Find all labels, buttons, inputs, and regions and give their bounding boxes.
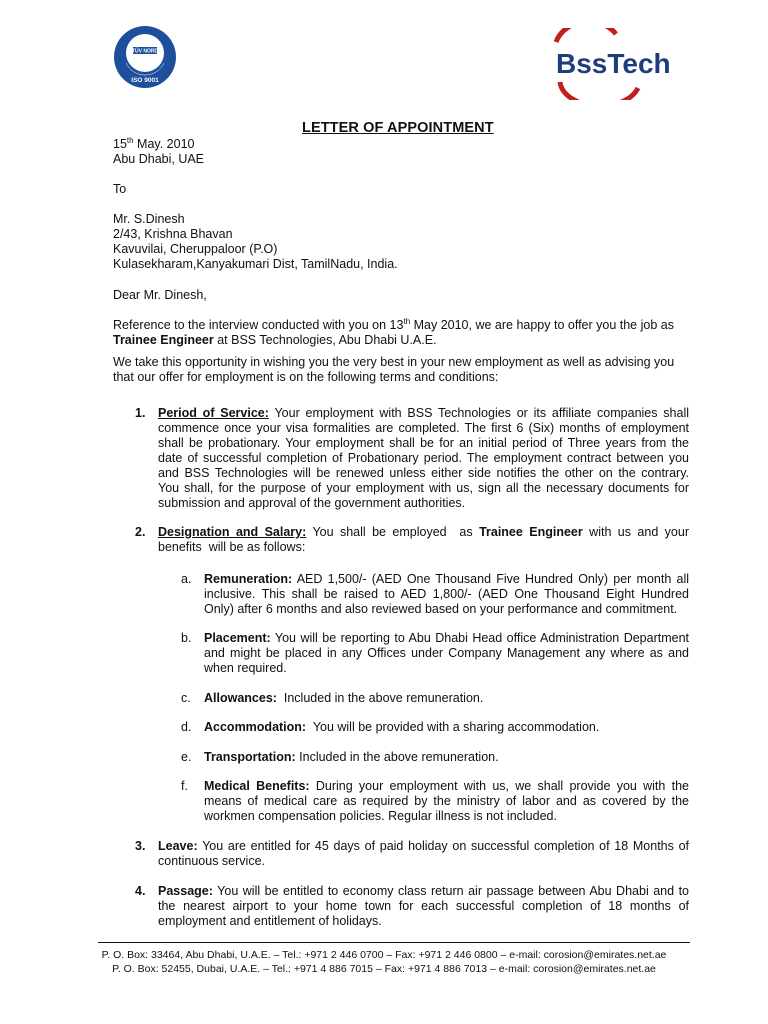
term-heading: Leave: [158,839,198,853]
subterm-heading: Placement: [204,631,271,645]
subterm-letter: c. [181,691,191,705]
footer-line: P. O. Box: 52455, Dubai, U.A.E. – Tel.: +971 4 886 7015 – Fax: +971 4 886 7013 – e-mail: corosion@emirates.net.ae [112,963,656,975]
term-number: 1. [135,406,146,420]
subterm-medical-benefits [204,779,689,824]
subterm-text: means of medical care as required by the ministry of labor and as covered by the [204,794,689,808]
address-line: 2/43, Krishna Bhavan [113,227,233,241]
subterm-letter: e. [181,750,192,764]
term-text: continuous service. [158,854,266,868]
recipient-address [113,212,398,272]
intro-paragraph [113,318,690,348]
term-period-of-service [158,406,689,511]
subterm-text: workmen compensation policies. Regular illness is not included. [204,809,557,823]
footer-line: P. O. Box: 33464, Abu Dhabi, U.A.E. – Tel.: +971 2 446 0700 – Fax: +971 2 446 0800 – e-mail: corosion@emirates.net.ae [101,949,667,961]
subterm-letter: d. [181,720,192,734]
paragraph-line: We take this opportunity in wishing you the very best in your new employment as well as advising you [113,355,675,369]
subterm-transportation [204,750,689,765]
letter-place: Abu Dhabi, UAE [113,152,205,166]
subterm-placement [204,631,689,676]
footer-address [0,948,768,976]
subterm-text: Included in the above remuneration. [295,750,499,764]
term-text: You shall, for the purpose of your employment with us, sign all the necessary documents for [158,481,689,495]
subterm-text: AED 1,500/- (AED One Thousand Five Hundred Only) per month all [292,572,689,586]
subterm-text: when required. [204,661,287,675]
subterm-heading: Accommodation: [204,720,307,734]
term-heading: Passage: [158,884,213,898]
subterm-text: You will be reporting to Abu Dhabi Head office Administration Department [270,631,689,645]
date-suffix: th [126,136,134,145]
term-text: the nearest airport to your home town for each successful completion of 18 months of [158,899,689,913]
salutation: Dear Mr. Dinesh, [113,288,207,302]
term-text: commence once your visa formalities are completed. The first 6 (Six) months of employment [158,421,689,435]
term-passage [158,884,689,929]
subterm-heading: Allowances: [204,691,277,705]
subterm-letter: f. [181,779,188,793]
term-heading: Period of Service: [158,406,269,420]
bsstech-logo [546,28,676,100]
subterm-text: and might be placed in any Offices under Company Management any where as and [204,646,689,660]
term-text: submission and approval of the government authorities. [158,496,466,510]
address-line: Mr. S.Dinesh [113,212,185,226]
letter-date [113,137,195,152]
term-text: with us and your [582,525,690,539]
subterm-accommodation [204,720,689,735]
term-text: benefits will be as follows: [158,540,306,554]
tuv-iso-logo [113,25,177,89]
term-number: 3. [135,839,146,853]
term-text: employment and entitlement of holidays. [158,914,382,928]
address-line: Kavuvilai, Cheruppaloor (P.O) [113,242,278,256]
letter-title: LETTER OF APPOINTMENT [302,120,494,136]
footer-rule [98,942,690,943]
term-text: You will be entitled to economy class return air passage between Abu Dhabi and to [212,884,689,898]
paragraph-line: that our offer for employment is on the following terms and conditions: [113,370,499,384]
bsstech-logo-text: BssTech [556,48,671,79]
term-text: Your employment with BSS Technologies or its affiliate companies shall [268,406,689,420]
term-text: You shall be employed as [306,525,480,539]
term-text: You are entitled for 45 days of paid holiday on successful completion of 18 Months of [197,839,689,853]
subterm-letter: b. [181,631,192,645]
iso-logo-text: ISO 9001 [131,77,159,84]
term-text: shall be probationary. Your employment shall be for an initial period of Three years from the [158,436,689,450]
address-line: Kulasekharam,Kanyakumari Dist, TamilNadu, India. [113,257,398,271]
job-title: Trainee Engineer [479,525,583,539]
subterm-text: Included in the above remuneration. [276,691,484,705]
term-number: 4. [135,884,146,898]
intro-text: Reference to the interview conducted with you on 13 [113,318,404,332]
subterm-letter: a. [181,572,192,586]
terms-intro-paragraph [113,355,674,385]
subterm-heading: Medical Benefits: [204,779,310,793]
company-text: at BSS Technologies, Abu Dhabi U.A.E. [213,333,437,347]
term-text: and BSS Technologies will be renewed unless either side notifies the other on the contrary. [158,466,689,480]
job-title: Trainee Engineer [113,333,214,347]
intro-suffix: th [403,317,411,326]
subterm-remuneration [204,572,689,617]
term-designation-salary [158,525,689,555]
subterm-heading: Remuneration: [204,572,293,586]
term-leave [158,839,689,869]
to-label: To [113,182,127,196]
subterm-allowances [204,691,689,706]
date-day: 15 [113,137,127,151]
tuv-logo-text: TÜV NORD [131,48,159,55]
subterm-text: inclusive. This shall be raised to AED 1,800/- (AED One Thousand Eight Hundred [204,587,689,601]
term-heading: Designation and Salary: [158,525,307,539]
subterm-heading: Transportation: [204,750,296,764]
subterm-text: You will be provided with a sharing accommodation. [306,720,600,734]
subterm-text: Only) after 6 months and also reviewed based on your performance and commitment. [204,602,678,616]
intro-text-cont: May 2010, we are happy to offer you the job as [410,318,674,332]
date-rest: May. 2010 [133,137,195,151]
term-number: 2. [135,525,146,539]
term-text: date of successful completion of Probationary period. The employment contract between you [158,451,689,465]
subterm-text: During your employment with us, we shall provide you with the [309,779,689,793]
